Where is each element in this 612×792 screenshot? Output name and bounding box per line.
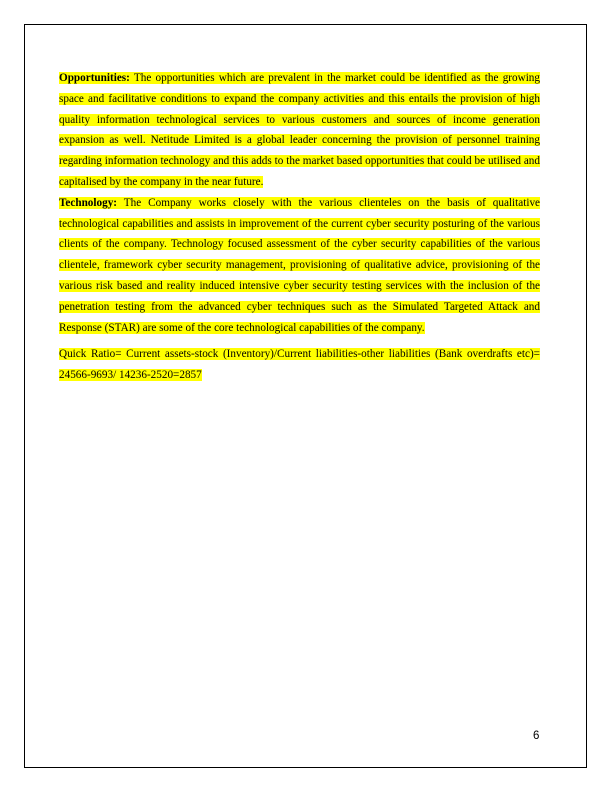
opportunities-paragraph [59, 68, 540, 193]
technology-highlight [59, 197, 540, 334]
technology-paragraph [59, 193, 540, 339]
technology-heading: Technology: [59, 196, 118, 209]
quick-ratio-text: Quick Ratio= Current assets-stock (Inventory)/Current liabilities-other liabilities (Bank overdrafts etc)= 24566-9693/ 14236-2520=2857 [59, 348, 540, 382]
document-body [59, 68, 540, 386]
opportunities-highlight [59, 72, 540, 188]
page-number: 6 [533, 730, 540, 742]
quick-ratio-paragraph [59, 344, 540, 386]
opportunities-heading: Opportunities: [59, 72, 130, 84]
opportunities-text: The opportunities which are prevalent in the market could be identified as the growing space and facilitative conditions to expand the company activities and this entails the provision of high quality information technological services to various customers and sources of income generation expansion as well. Netitude Limited is a global leader concerning the provision of personnel training regarding information technology and this adds to the market based opportunities that could be utilised and capitalised by the company in the near future. [59, 72, 540, 188]
technology-text: The Company works closely with the various clienteles on the basis of qualitative technological capabilities and assists in improvement of the current cyber security posturing of the various clients of the company. Technology focused assessment of the cyber security capabilities of the various clientele, framework cyber security management, provisioning of qualitative advice, provisioning of the various risk based and reality induced intensive cyber security testing services with the inclusion of the penetration testing from the advanced cyber techniques such as the Simulated Targeted Attack and Response (STAR) are some of the core technological capabilities of the company. [59, 196, 540, 334]
